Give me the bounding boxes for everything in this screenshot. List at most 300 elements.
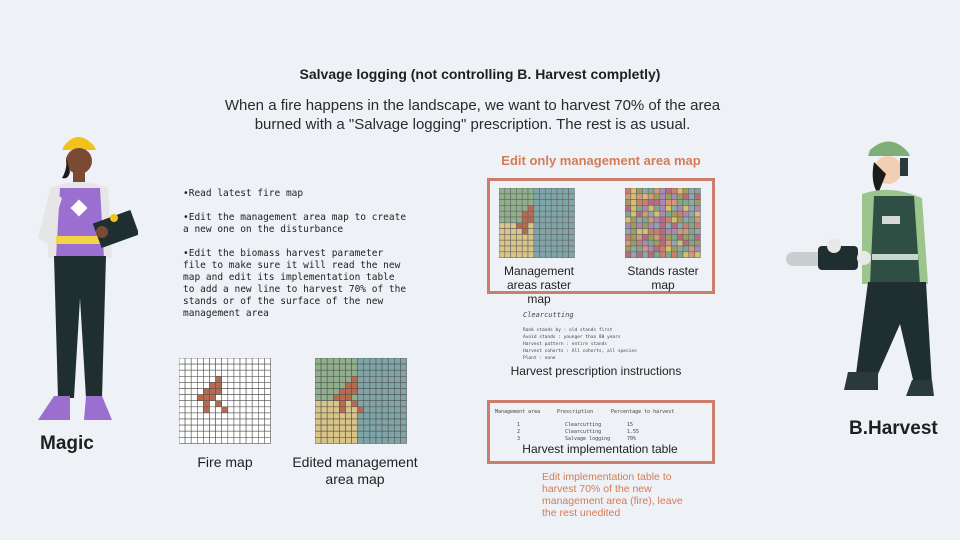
grid-cell — [683, 200, 689, 206]
grid-cell — [222, 419, 228, 425]
grid-cell — [185, 376, 191, 382]
grid-cell — [339, 370, 345, 376]
grid-cell — [364, 364, 370, 370]
grid-cell — [499, 217, 505, 223]
grid-cell — [637, 246, 643, 252]
grid-cell — [240, 419, 246, 425]
grid-cell — [382, 431, 388, 437]
grid-cell — [557, 217, 563, 223]
grid-cell — [631, 240, 637, 246]
grid-cell — [179, 370, 185, 376]
table-header-cell: Management area — [495, 409, 541, 415]
grid-cell — [364, 413, 370, 419]
grid-cell — [376, 395, 382, 401]
grid-cell — [648, 205, 654, 211]
grid-cell — [671, 194, 677, 200]
grid-cell — [388, 437, 394, 443]
grid-cell — [264, 419, 270, 425]
management-raster-grid — [499, 188, 575, 260]
grid-cell — [185, 425, 191, 431]
grid-cell — [321, 425, 327, 431]
grid-cell — [358, 376, 364, 382]
grid-cell — [327, 358, 333, 364]
grid-cell — [370, 431, 376, 437]
grid-cell — [683, 246, 689, 252]
grid-cell — [625, 194, 631, 200]
grid-cell — [511, 188, 517, 194]
grid-cell — [654, 240, 660, 246]
grid-cell — [505, 188, 511, 194]
grid-cell — [516, 223, 522, 229]
grid-cell — [534, 240, 540, 246]
grid-cell — [203, 413, 209, 419]
grid-cell — [197, 407, 203, 413]
grid-cell — [534, 211, 540, 217]
grid-cell — [258, 389, 264, 395]
grid-cell — [689, 234, 695, 240]
grid-cell — [666, 217, 672, 223]
grid-cell — [551, 217, 557, 223]
grid-cell — [210, 419, 216, 425]
grid-cell — [216, 407, 222, 413]
grid-cell — [522, 200, 528, 206]
grid-cell — [400, 425, 406, 431]
grid-cell — [400, 358, 406, 364]
grid-cell — [557, 200, 563, 206]
grid-cell — [203, 401, 209, 407]
grid-cell — [179, 419, 185, 425]
grid-cell — [689, 211, 695, 217]
grid-cell — [222, 376, 228, 382]
grid-cell — [695, 252, 701, 258]
grid-cell — [258, 407, 264, 413]
grid-cell — [358, 413, 364, 419]
grid-cell — [327, 382, 333, 388]
grid-cell — [346, 431, 352, 437]
grid-cell — [234, 358, 240, 364]
grid-cell — [321, 364, 327, 370]
grid-cell — [545, 234, 551, 240]
grid-cell — [258, 358, 264, 364]
grid-cell — [499, 240, 505, 246]
grid-cell — [210, 389, 216, 395]
grid-cell — [376, 358, 382, 364]
grid-cell — [370, 401, 376, 407]
grid-cell — [499, 188, 505, 194]
grid-cell — [563, 252, 569, 258]
grid-cell — [648, 194, 654, 200]
grid-cell — [563, 240, 569, 246]
grid-cell — [563, 217, 569, 223]
grid-cell — [637, 194, 643, 200]
grid-cell — [683, 194, 689, 200]
grid-cell — [534, 234, 540, 240]
grid-cell — [222, 389, 228, 395]
grid-cell — [551, 211, 557, 217]
grid-cell — [327, 389, 333, 395]
grid-cell — [352, 437, 358, 443]
grid-cell — [511, 205, 517, 211]
grid-cell — [516, 252, 522, 258]
grid-cell — [258, 376, 264, 382]
grid-cell — [505, 205, 511, 211]
grid-cell — [370, 370, 376, 376]
grid-cell — [683, 234, 689, 240]
grid-cell — [358, 382, 364, 388]
grid-cell — [499, 200, 505, 206]
grid-cell — [569, 240, 575, 246]
prescription-caption: Harvest prescription instructions — [510, 364, 682, 378]
grid-cell — [648, 223, 654, 229]
grid-cell — [499, 229, 505, 235]
grid-cell — [185, 370, 191, 376]
grid-cell — [252, 407, 258, 413]
grid-cell — [222, 407, 228, 413]
grid-cell — [394, 401, 400, 407]
grid-cell — [222, 358, 228, 364]
grid-cell — [654, 194, 660, 200]
table-header-cell: Percentage to harvest — [611, 409, 675, 415]
grid-cell — [203, 425, 209, 431]
grid-cell — [321, 419, 327, 425]
grid-cell — [376, 419, 382, 425]
grid-cell — [642, 234, 648, 240]
grid-cell — [400, 395, 406, 401]
grid-cell — [240, 413, 246, 419]
grid-cell — [364, 407, 370, 413]
grid-cell — [264, 425, 270, 431]
grid-cell — [382, 358, 388, 364]
grid-cell — [197, 425, 203, 431]
grid-cell — [400, 370, 406, 376]
grid-cell — [660, 200, 666, 206]
grid-cell — [648, 217, 654, 223]
table-cell: 70% — [627, 436, 637, 442]
grid-cell — [689, 229, 695, 235]
grid-cell — [191, 370, 197, 376]
grid-cell — [534, 200, 540, 206]
grid-cell — [677, 200, 683, 206]
grid-cell — [551, 223, 557, 229]
grid-cell — [252, 437, 258, 443]
grid-cell — [569, 223, 575, 229]
grid-cell — [376, 425, 382, 431]
grid-cell — [252, 419, 258, 425]
table-cell: 1 — [517, 422, 521, 428]
grid-cell — [499, 252, 505, 258]
grid-cell — [642, 211, 648, 217]
grid-cell — [540, 223, 546, 229]
grid-cell — [179, 382, 185, 388]
grid-cell — [528, 246, 534, 252]
grid-cell — [228, 358, 234, 364]
grid-cell — [315, 358, 321, 364]
grid-cell — [346, 413, 352, 419]
grid-cell — [695, 223, 701, 229]
grid-cell — [563, 205, 569, 211]
grid-cell — [516, 188, 522, 194]
grid-cell — [551, 200, 557, 206]
grid-cell — [689, 217, 695, 223]
grid-cell — [625, 229, 631, 235]
grid-cell — [246, 370, 252, 376]
grid-cell — [689, 252, 695, 258]
grid-cell — [631, 217, 637, 223]
grid-cell — [642, 217, 648, 223]
bullet-1: •Read latest fire map — [183, 188, 304, 199]
grid-cell — [222, 437, 228, 443]
grid-cell — [333, 401, 339, 407]
grid-cell — [240, 382, 246, 388]
grid-cell — [671, 205, 677, 211]
grid-cell — [683, 223, 689, 229]
grid-cell — [400, 431, 406, 437]
grid-cell — [522, 234, 528, 240]
grid-cell — [382, 413, 388, 419]
grid-cell — [197, 431, 203, 437]
grid-cell — [327, 437, 333, 443]
grid-cell — [321, 431, 327, 437]
grid-cell — [534, 188, 540, 194]
grid-cell — [511, 246, 517, 252]
grid-cell — [660, 188, 666, 194]
grid-cell — [683, 229, 689, 235]
grid-cell — [258, 364, 264, 370]
grid-cell — [382, 382, 388, 388]
magic-character-illustration — [28, 128, 138, 428]
grid-cell — [625, 217, 631, 223]
grid-cell — [388, 389, 394, 395]
grid-cell — [185, 437, 191, 443]
grid-cell — [695, 240, 701, 246]
grid-cell — [637, 223, 643, 229]
grid-cell — [499, 246, 505, 252]
grid-cell — [528, 194, 534, 200]
grid-cell — [346, 376, 352, 382]
grid-cell — [210, 413, 216, 419]
grid-cell — [660, 252, 666, 258]
grid-cell — [203, 376, 209, 382]
grid-cell — [179, 364, 185, 370]
grid-cell — [376, 376, 382, 382]
grid-cell — [569, 217, 575, 223]
edit-only-label: Edit only management area map — [501, 153, 701, 168]
slide-subtitle: When a fire happens in the landscape, we want to harvest 70% of the area burned with a "Salvage logging" prescription. The rest is as usual. — [224, 97, 721, 133]
grid-cell — [333, 395, 339, 401]
grid-cell — [569, 188, 575, 194]
grid-cell — [534, 217, 540, 223]
grid-cell — [511, 234, 517, 240]
grid-cell — [346, 419, 352, 425]
grid-cell — [352, 425, 358, 431]
grid-cell — [631, 229, 637, 235]
grid-cell — [511, 200, 517, 206]
grid-cell — [246, 389, 252, 395]
grid-cell — [333, 358, 339, 364]
grid-cell — [234, 425, 240, 431]
grid-cell — [388, 419, 394, 425]
grid-cell — [339, 437, 345, 443]
grid-cell — [258, 401, 264, 407]
grid-cell — [252, 370, 258, 376]
grid-cell — [551, 240, 557, 246]
grid-cell — [382, 425, 388, 431]
grid-cell — [321, 370, 327, 376]
grid-cell — [637, 240, 643, 246]
grid-cell — [648, 211, 654, 217]
grid-cell — [557, 252, 563, 258]
grid-cell — [563, 246, 569, 252]
grid-cell — [666, 223, 672, 229]
grid-cell — [382, 395, 388, 401]
grid-cell — [210, 401, 216, 407]
grid-cell — [234, 370, 240, 376]
grid-cell — [551, 229, 557, 235]
grid-cell — [339, 401, 345, 407]
grid-cell — [216, 425, 222, 431]
grid-cell — [264, 358, 270, 364]
edit-note: Edit implementation table to harvest 70% of the new management area (fire), leave the rest unedited — [542, 471, 683, 519]
grid-cell — [333, 419, 339, 425]
grid-cell — [534, 223, 540, 229]
grid-cell — [382, 401, 388, 407]
grid-cell — [625, 200, 631, 206]
grid-cell — [660, 234, 666, 240]
grid-cell — [364, 401, 370, 407]
grid-cell — [689, 188, 695, 194]
grid-cell — [203, 364, 209, 370]
grid-cell — [400, 437, 406, 443]
grid-cell — [258, 413, 264, 419]
grid-cell — [327, 413, 333, 419]
grid-cell — [654, 205, 660, 211]
grid-cell — [522, 205, 528, 211]
grid-cell — [545, 200, 551, 206]
grid-cell — [216, 419, 222, 425]
grid-cell — [370, 425, 376, 431]
grid-cell — [677, 240, 683, 246]
grid-cell — [179, 358, 185, 364]
grid-cell — [333, 382, 339, 388]
grid-cell — [505, 246, 511, 252]
grid-cell — [264, 389, 270, 395]
grid-cell — [551, 188, 557, 194]
grid-cell — [534, 229, 540, 235]
grid-cell — [528, 234, 534, 240]
grid-cell — [216, 382, 222, 388]
grid-cell — [333, 364, 339, 370]
grid-cell — [327, 425, 333, 431]
grid-cell — [671, 246, 677, 252]
grid-cell — [216, 395, 222, 401]
grid-cell — [185, 407, 191, 413]
grid-cell — [234, 407, 240, 413]
grid-cell — [203, 419, 209, 425]
grid-cell — [191, 419, 197, 425]
grid-cell — [327, 431, 333, 437]
grid-cell — [545, 188, 551, 194]
grid-cell — [648, 252, 654, 258]
grid-cell — [264, 407, 270, 413]
grid-cell — [528, 200, 534, 206]
grid-cell — [689, 223, 695, 229]
grid-cell — [197, 364, 203, 370]
grid-cell — [551, 246, 557, 252]
grid-cell — [557, 229, 563, 235]
grid-cell — [315, 431, 321, 437]
grid-cell — [388, 407, 394, 413]
stands-raster-caption: Stands raster map — [627, 264, 699, 292]
grid-cell — [511, 217, 517, 223]
grid-cell — [185, 389, 191, 395]
grid-cell — [352, 382, 358, 388]
grid-cell — [540, 252, 546, 258]
grid-cell — [191, 431, 197, 437]
grid-cell — [683, 188, 689, 194]
grid-cell — [185, 382, 191, 388]
grid-cell — [327, 364, 333, 370]
grid-cell — [240, 358, 246, 364]
grid-cell — [551, 205, 557, 211]
grid-cell — [203, 389, 209, 395]
fire-map-grid — [179, 358, 271, 444]
grid-cell — [394, 407, 400, 413]
grid-cell — [545, 246, 551, 252]
grid-cell — [654, 217, 660, 223]
grid-cell — [339, 407, 345, 413]
grid-cell — [210, 358, 216, 364]
grid-cell — [545, 205, 551, 211]
grid-cell — [234, 382, 240, 388]
grid-cell — [210, 376, 216, 382]
grid-cell — [364, 395, 370, 401]
grid-cell — [516, 205, 522, 211]
grid-cell — [534, 194, 540, 200]
grid-cell — [505, 217, 511, 223]
grid-cell — [677, 217, 683, 223]
grid-cell — [370, 382, 376, 388]
grid-cell — [179, 413, 185, 419]
grid-cell — [625, 211, 631, 217]
grid-cell — [695, 211, 701, 217]
grid-cell — [216, 431, 222, 437]
grid-cell — [346, 425, 352, 431]
grid-cell — [352, 401, 358, 407]
grid-cell — [364, 437, 370, 443]
grid-cell — [388, 413, 394, 419]
grid-cell — [511, 194, 517, 200]
grid-cell — [228, 401, 234, 407]
grid-cell — [557, 246, 563, 252]
grid-cell — [339, 364, 345, 370]
grid-cell — [315, 437, 321, 443]
grid-cell — [569, 205, 575, 211]
grid-cell — [352, 389, 358, 395]
grid-cell — [246, 413, 252, 419]
grid-cell — [191, 382, 197, 388]
grid-cell — [388, 431, 394, 437]
grid-cell — [563, 188, 569, 194]
grid-cell — [364, 382, 370, 388]
grid-cell — [563, 194, 569, 200]
grid-cell — [683, 217, 689, 223]
prescription-line: Harvest pattern : entire stands — [523, 342, 607, 347]
grid-cell — [660, 246, 666, 252]
grid-cell — [654, 188, 660, 194]
grid-cell — [315, 419, 321, 425]
grid-cell — [346, 407, 352, 413]
bullet-3: •Edit the biomass harvest parameter file to make sure it will read the new map and edit its implementation table to add a new line to harvest 70% of the stands or of the surface of the new management area — [183, 248, 407, 319]
